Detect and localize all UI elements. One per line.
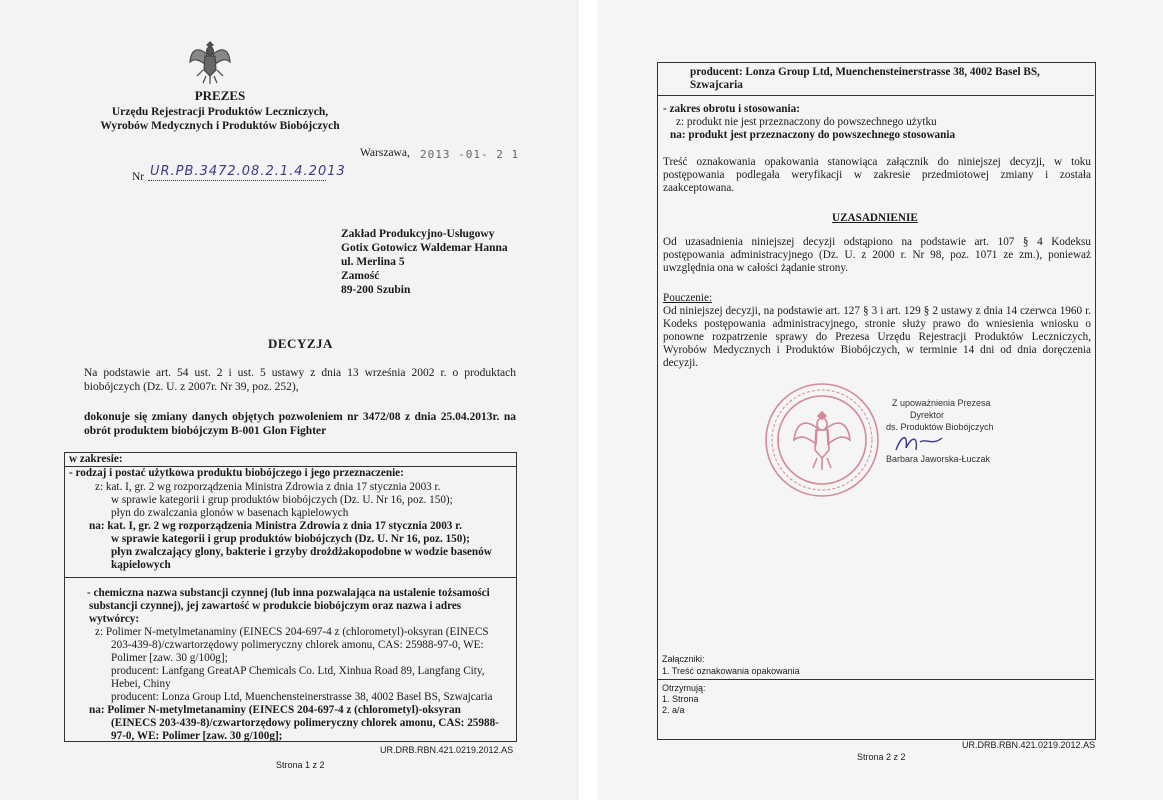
signature-block (886, 398, 994, 464)
p2-producer-line-1: producent: Lonza Group Ltd, Muenchensteinerstrasse 38, 4002 Basel BS, (690, 66, 1040, 78)
scope-z2-line-6: producent: Lonza Group Ltd, Muenchensteinerstrasse 38, 4002 Basel BS, Szwajcaria (111, 691, 493, 703)
city-label: Warszawa, (360, 147, 410, 159)
signature-line-3: ds. Produktów Biobójczych (886, 422, 994, 432)
page1-footer-reference: UR.DRB.RBN.421.0219.2012.AS (380, 745, 514, 755)
scope-na1-line-1: na: kat. I, gr. 2 wg rozporządzenia Ministra Zdrowia z dnia 17 stycznia 2003 r. (89, 520, 462, 532)
p2-producer-line-2: Szwajcaria (690, 79, 743, 91)
issuer-office-line-1: Urzędu Rejestracji Produktów Leczniczych, (111, 106, 329, 118)
change-statement-paragraph: dokonuje się zmiany danych objętych pozwoleniem nr 3472/08 z dnia 25.04.2013r. na obrót produktem biobójczym B-001 Glon Fighter (84, 411, 516, 437)
signature-line-4: Barbara Jaworska-Łuczak (886, 454, 991, 464)
p2-recipient-1: 1. Strona (662, 694, 699, 704)
recipient-line-1: Zakład Produkcyjno-Usługowy (341, 228, 495, 240)
p2-attachments-label: Załączniki: (662, 654, 705, 664)
signature-line-1: Z upoważnienia Prezesa (892, 398, 991, 408)
p2-labeling-paragraph: Treść oznakowania opakowania stanowiąca załącznik do niniejszej decyzji, w toku postępowania podlegała weryfikacji w zakresie przedmiotowej zmiany i została zaakceptowana. (663, 156, 1091, 194)
scope-na2-line-1: na: Polimer N-metylmetanaminy (EINECS 204-697-4 z (chlorometyl)-oksyran (89, 704, 461, 716)
scope-na2-line-3: 97-0, WE: Polimer [zaw. 30 g/100g]; (111, 730, 283, 742)
recipient-line-5: 89-200 Szubin (341, 284, 411, 296)
scope-item2-line-1: - chemiczna nazwa substancji czynnej (lub inna pozwalająca na ustalenie tożsamości (87, 587, 490, 599)
reference-number-dotted-line (148, 180, 326, 181)
scope-divider (65, 577, 516, 578)
recipient-line-3: ul. Merlina 5 (341, 256, 405, 268)
page2-footer-reference: UR.DRB.RBN.421.0219.2012.AS (962, 740, 1096, 750)
reference-number-handwritten: UR.PB.3472.08.2.1.4.2013 (150, 164, 346, 179)
issuer-title: PREZES (194, 88, 246, 103)
p2-divider (658, 95, 1094, 96)
p2-recipient-2: 2. a/a (662, 705, 685, 715)
scope-z2-line-5: Hebei, Chiny (111, 678, 171, 690)
p2-attachments-item: 1. Treść oznakowania opakowania (662, 666, 800, 676)
p2-instruction-paragraph: Od niniejszej decyzji, na podstawie art. 127 § 3 i art. 129 § 2 ustawy z dnia 14 czerwca 1960 r. Kodeks postępowania administracyjnego, stronie służy prawo do wniesienia wniosku o ponowne rozpatrzenie sprawy do Prezesa Urzędu Rejestracji Produktów Leczniczych, Wyrobów Medycznych i Produktów Biobójczych, w terminie 14 dni od dnia doręczenia decyzji. (663, 305, 1091, 369)
page2-number: Strona 2 z 2 (857, 752, 906, 762)
p2-instruction-title: Pouczenie: (663, 292, 713, 304)
reference-number-label: Nr (132, 171, 145, 183)
page1-number: Strona 1 z 2 (276, 760, 325, 770)
date-stamp: 2013 -01- 2 1 (420, 148, 520, 161)
p2-scope-title: - zakres obrotu i stosowania: (663, 103, 800, 115)
p2-scope-na: na: produkt jest przeznaczony do powszechnego stosowania (670, 129, 956, 141)
scope-heading: w zakresie: (69, 453, 123, 465)
signature-line-2: Dyrektor (910, 410, 945, 420)
scope-na1-line-2: w sprawie kategorii i grup produktów biobójczych (Dz. U. Nr 16, poz. 150); (111, 533, 470, 545)
handwritten-signature-icon (892, 432, 952, 454)
official-seal-icon (762, 380, 882, 500)
decision-title: DECYZJA (268, 336, 333, 351)
issuer-office-line-2: Wyrobów Medycznych i Produktów Biobójczych (100, 120, 340, 132)
scope-z1-line-1: z: kat. I, gr. 2 wg rozporządzenia Ministra Zdrowia z dnia 17 stycznia 2003 r. (95, 481, 441, 493)
eagle-emblem-icon (187, 36, 233, 86)
scope-z2-line-2: 203-439-8)/czwartorzędowy polimeryczny chlorek amonu, CAS: 25988-97-0, WE: (111, 639, 484, 651)
scope-z1-line-2: w sprawie kategorii i grup produktów biobójczych (Dz. U. Nr 16, poz. 150); (111, 494, 453, 506)
p2-scope-z: z: produkt nie jest przeznaczony do powszechnego użytku (676, 116, 937, 128)
legal-basis-paragraph: Na podstawie art. 54 ust. 2 i ust. 5 ustawy z dnia 13 września 2002 r. o produktach biobójczych (Dz. U. z 2007r. Nr 39, poz. 252), (84, 367, 516, 393)
scope-z2-line-1: z: Polimer N-metylmetanaminy (EINECS 204-697-4 z (chlorometyl)-oksyran (EINECS (95, 626, 489, 638)
scope-z2-line-4: producent: Lanfgang GreatAP Chemicals Co. Ltd, Xinhua Road 89, Langfang City, (111, 665, 485, 677)
p2-divider (658, 679, 1094, 680)
recipient-line-2: Gotix Gotowicz Waldemar Hanna (341, 242, 508, 254)
scope-item2-line-3: wytwórcy: (89, 613, 140, 625)
scope-na1-line-4: kąpielowych (111, 559, 171, 571)
scope-na1-line-3: płyn zwalczający glony, bakterie i grzyby drożdżakopodobne w wodzie basenów (111, 546, 492, 558)
scope-z1-line-3: płyn do zwalczania glonów w basenach kąpielowych (111, 507, 349, 519)
p2-justification-title: UZASADNIENIE (832, 212, 918, 224)
scope-item2-line-2: substancji czynnej), jej zawartość w produkcie biobójczym oraz nazwa i adres (89, 600, 462, 612)
scope-z2-line-3: Polimer [zaw. 30 g/100g]; (111, 652, 228, 664)
scope-item1-title: - rodzaj i postać użytkowa produktu biobójczego i jego przeznaczenie: (69, 467, 404, 479)
p2-recipients-label: Otrzymują: (662, 683, 706, 693)
p2-justification-paragraph: Od uzasadnienia niniejszej decyzji odstąpiono na podstawie art. 107 § 4 Kodeksu postępowania administracyjnego (Dz. U. z 2000 r. Nr 98, poz. 1071 ze zm.), ponieważ uwzględnia ona w całości żądanie strony. (663, 236, 1091, 274)
scope-na2-line-2: (EINECS 203-439-8)/czwartorzędowy polimeryczny chlorek amonu, CAS: 25988- (111, 717, 499, 729)
page-gap (579, 0, 597, 800)
scope-table (64, 452, 517, 742)
recipient-line-4: Zamość (341, 270, 380, 282)
